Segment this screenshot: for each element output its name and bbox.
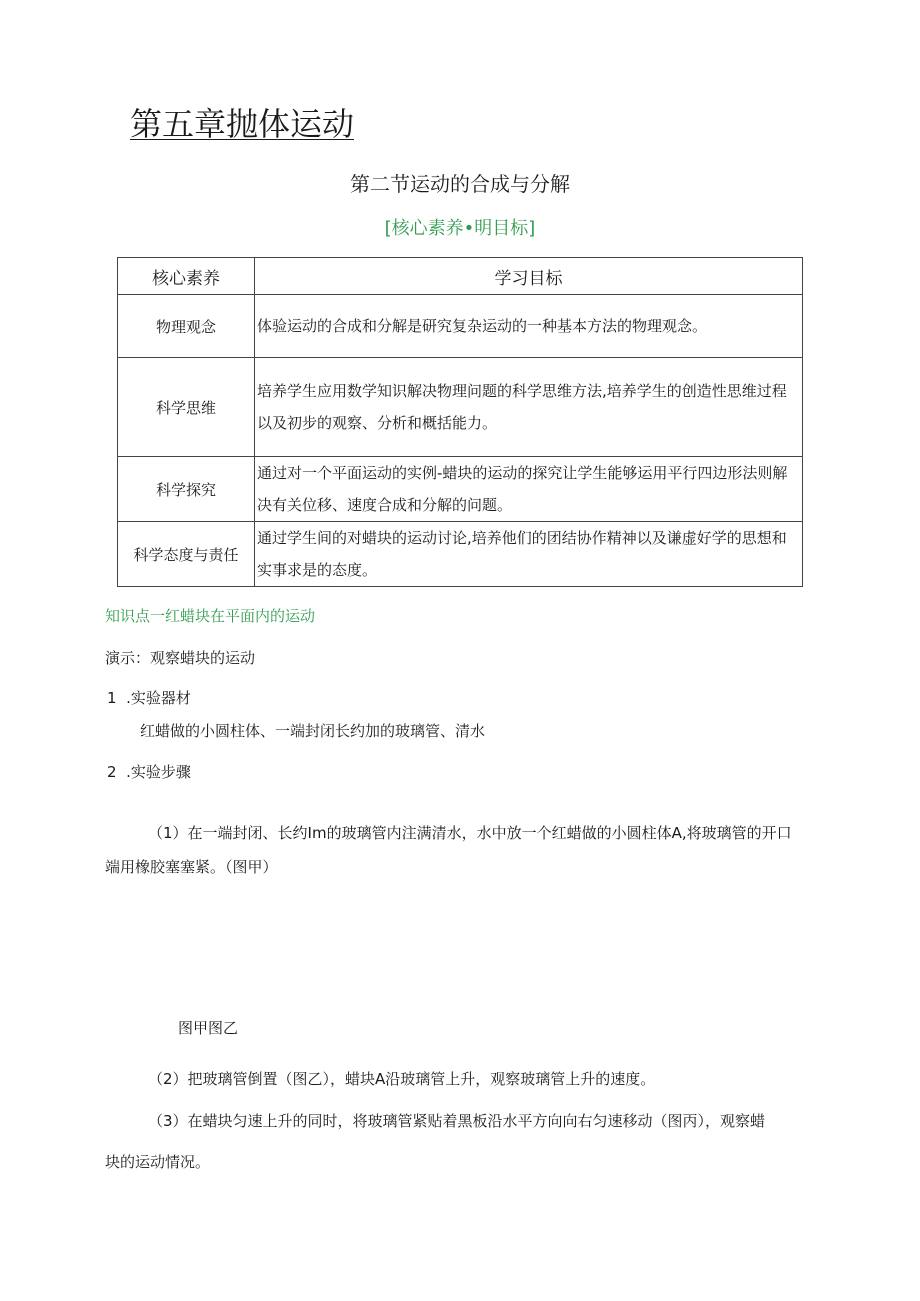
- chapter-title: 第五章抛体运动: [130, 105, 355, 143]
- goal-text: 培养学生应用数学知识解决物理问题的科学思维方法,培养学生的创造性思维过程: [257, 382, 787, 400]
- competency-cell: 科学态度与责任: [118, 522, 255, 587]
- competency-cell: 科学探究: [118, 457, 255, 522]
- table-header-row: [118, 258, 803, 295]
- step3-line2: 块的运动情况。: [105, 1153, 211, 1171]
- goal-cell: [255, 457, 803, 522]
- item1-body: 红蜡做的小圆柱体、一端封闭长约加的玻璃管、清水: [140, 722, 486, 740]
- goal-cell: [255, 522, 803, 587]
- table-header-goal: 学习目标: [255, 258, 803, 295]
- demo-title: 演示：观察蜡块的运动: [105, 649, 256, 667]
- goal-text: 以及初步的观察、分析和概括能力。: [257, 414, 498, 432]
- competency-cell: 科学思维: [118, 358, 255, 457]
- item2-title: 2 .实验步骤: [107, 763, 191, 781]
- goal-cell: [255, 358, 803, 457]
- goal-cell: [255, 295, 803, 358]
- table-header-competency: 核心素养: [118, 258, 255, 295]
- goal-text: 通过对一个平面运动的实例-蜡块的运动的探究让学生能够运用平行四边形法则解: [257, 464, 788, 482]
- figure-caption: 图甲图乙: [178, 1019, 239, 1037]
- goal-text: 决有关位移、速度合成和分解的问题。: [257, 496, 513, 514]
- step1-line2: 端用橡胶塞塞紧。（图甲）: [105, 858, 278, 876]
- knowledge-point-heading: 知识点一红蜡块在平面内的运动: [105, 607, 316, 625]
- table-row: [118, 522, 803, 587]
- table-row: [118, 457, 803, 522]
- goal-text: 体验运动的合成和分解是研究复杂运动的一种基本方法的物理观念。: [257, 317, 708, 335]
- step1-line1: （1）在一端封闭、长约Im的玻璃管内注满清水，水中放一个红蜡做的小圆柱体A,将玻璃管的开口: [148, 824, 792, 842]
- objectives-table: [117, 257, 803, 587]
- item1-title: 1 .实验器材: [107, 689, 191, 707]
- step2: （2）把玻璃管倒置（图乙），蜡块A沿玻璃管上升，观察玻璃管上升的速度。: [148, 1070, 656, 1088]
- table-row: [118, 295, 803, 358]
- section-title: 第二节运动的合成与分解: [350, 172, 570, 196]
- table-row: [118, 358, 803, 457]
- goal-text: 通过学生间的对蜡块的运动讨论,培养他们的团结协作精神以及谦虚好学的思想和: [257, 529, 787, 547]
- competency-cell: 物理观念: [118, 295, 255, 358]
- step3-line1: （3）在蜡块匀速上升的同时，将玻璃管紧贴着黑板沿水平方向向右匀速移动（图丙），观察蜡: [148, 1112, 766, 1130]
- objectives-heading: [核心素养•明目标]: [384, 218, 536, 239]
- goal-text: 实事求是的态度。: [257, 561, 378, 579]
